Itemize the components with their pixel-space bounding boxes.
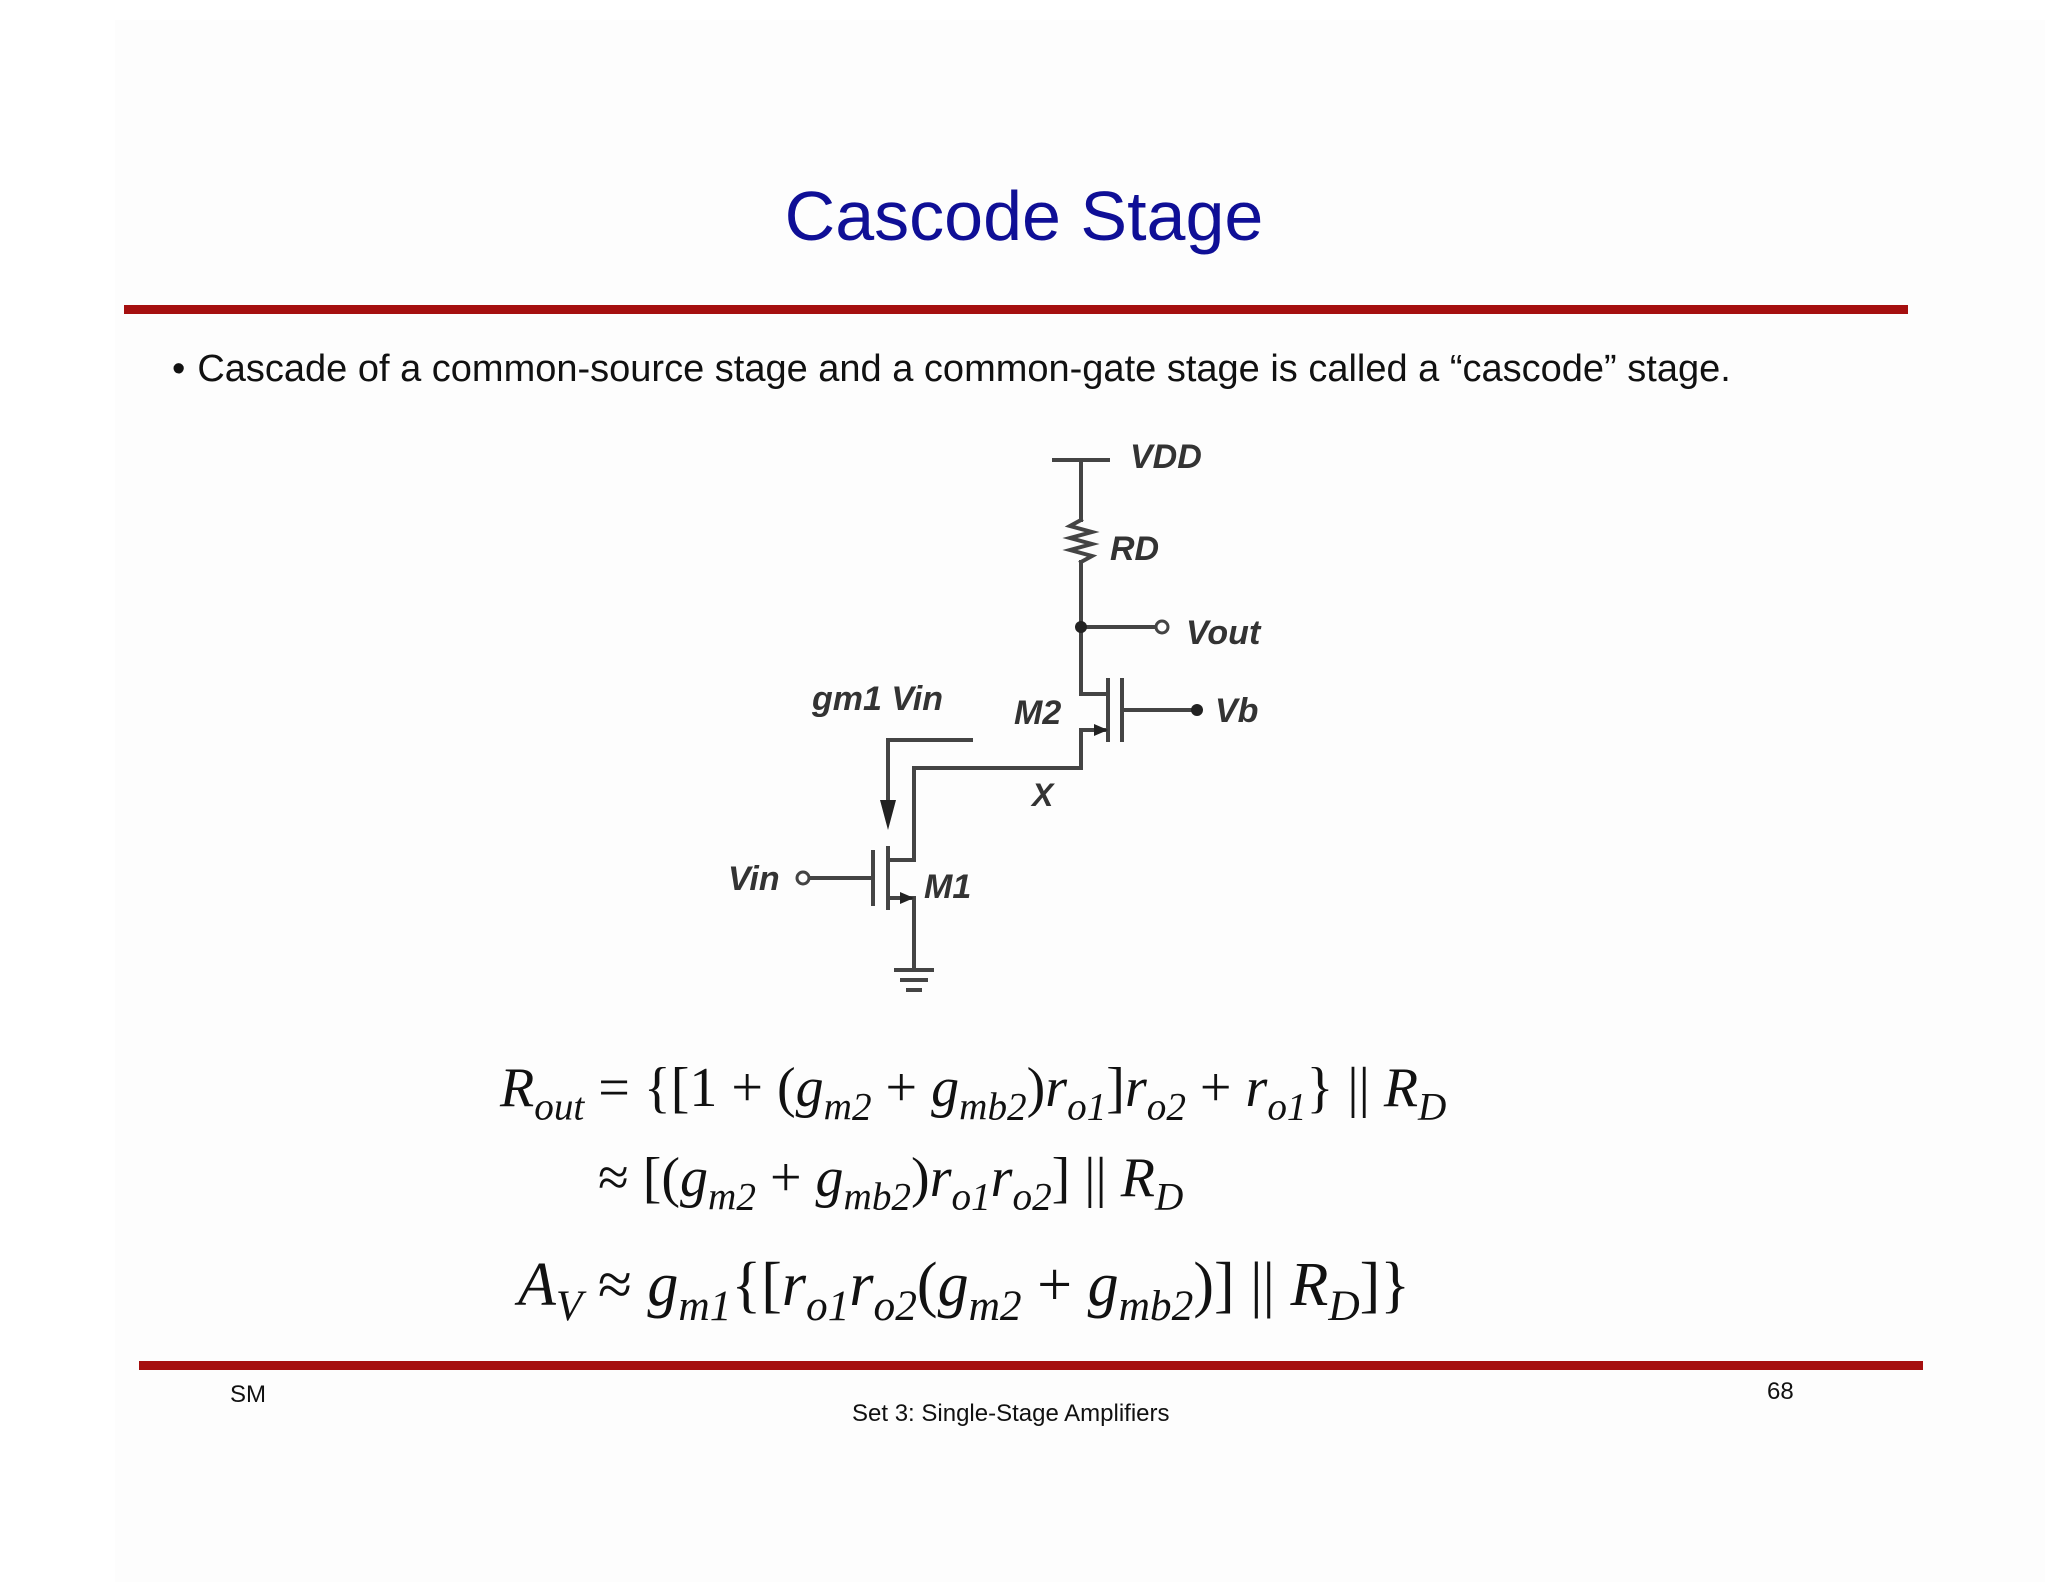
label-m2: M2 [1014, 694, 1062, 732]
bullet-text-row [172, 348, 1731, 391]
m1-source-arrow [900, 892, 914, 904]
vout-terminal [1156, 621, 1168, 633]
gm1vin-arrow-wire [888, 740, 971, 810]
slide-title: Cascode Stage [784, 177, 1264, 255]
equation-rout-line1: $R_{out} = \{[1 + (g_{m2} + g_{mb2})r_{o1}]r_{o2} + r_{o1}\}$ || $R_D$ [500, 1057, 1447, 1129]
gm1vin-arrowhead [880, 800, 896, 830]
top-rule [124, 305, 1908, 314]
bullet-text: Cascade of a common-source stage and a common-gate stage is called a “cascode” stage. [197, 348, 1731, 390]
bottom-rule [139, 1361, 1923, 1370]
footer-center: Set 3: Single-Stage Amplifiers [852, 1400, 1170, 1427]
vin-terminal [797, 872, 809, 884]
label-m1: M1 [924, 868, 972, 906]
bullet-marker: • [172, 348, 186, 390]
footer-left: SM [230, 1381, 266, 1408]
label-rd: RD [1110, 530, 1160, 568]
node-x-wire [914, 768, 1081, 835]
rd-resistor [1070, 520, 1092, 562]
equation-av: $A_V \approx g_{m1}\{[r_{o1}r_{o2}(g_{m2} + g_{mb2})]$ || $R_D$]} [518, 1251, 1411, 1331]
vout-node-dot [1075, 621, 1087, 633]
cascode-schematic [700, 420, 1300, 1020]
vb-terminal-dot [1191, 704, 1203, 716]
label-vout: Vout [1186, 614, 1261, 652]
page-number: 68 [1767, 1378, 1794, 1405]
label-gm1vin: gm1 Vin [812, 680, 943, 718]
equation-rout-line2: ≈ $[(g_{m2} + g_{mb2})r_{o1}r_{o2}]$ || $R_D$ [598, 1147, 1184, 1219]
label-x: X [1032, 777, 1054, 813]
label-vin: Vin [728, 860, 780, 898]
m2-source-arrow [1094, 724, 1108, 736]
label-vdd: VDD [1130, 438, 1202, 476]
label-vb: Vb [1215, 692, 1259, 730]
